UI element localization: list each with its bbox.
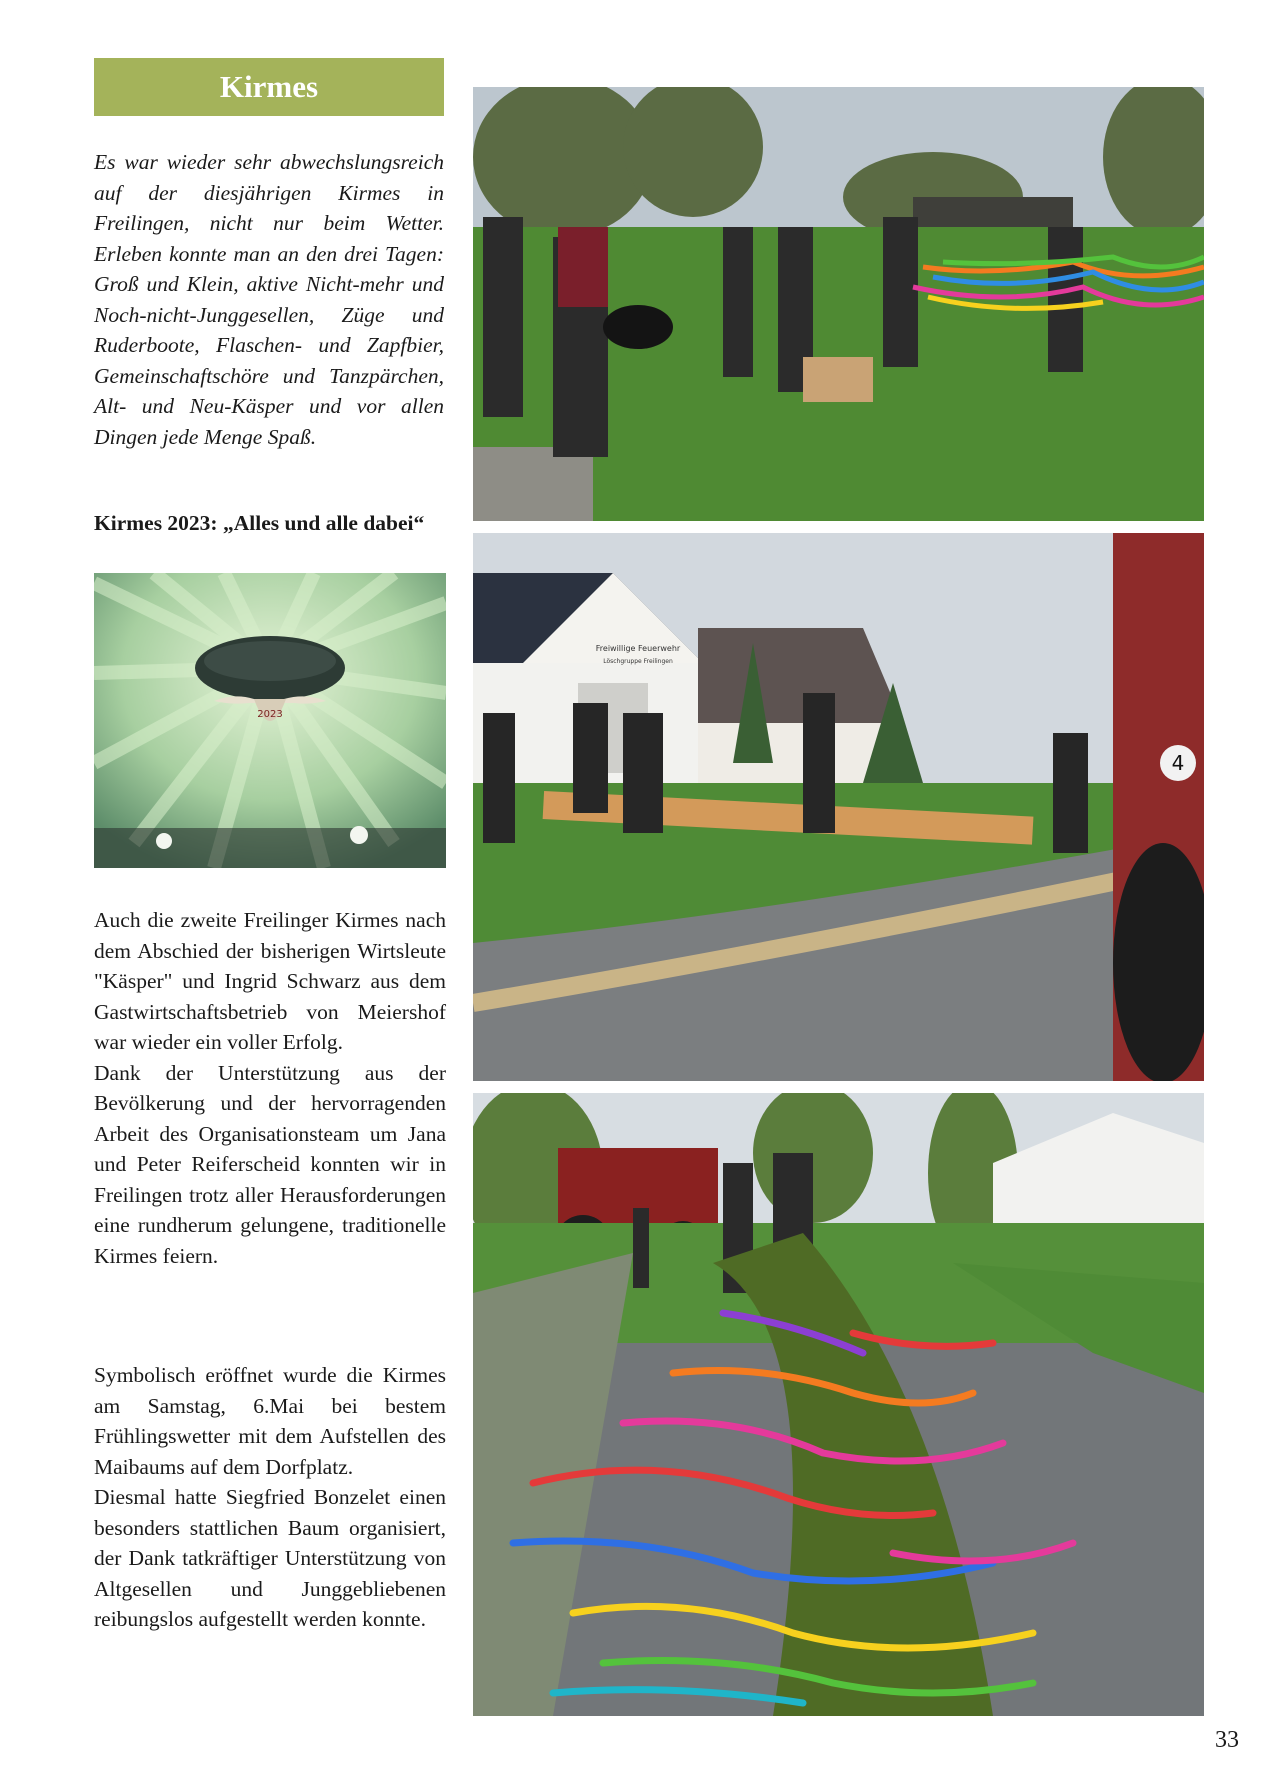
- tractor-number: 4: [1171, 751, 1185, 775]
- lawn-preparation-photo: [473, 87, 1204, 521]
- section-title: Kirmes: [219, 69, 319, 104]
- section-header: [94, 58, 444, 116]
- fire-station-sign: Freiwillige Feuerwehr: [595, 644, 681, 653]
- subheading: Kirmes 2023: „Alles und alle dabei“: [94, 511, 425, 535]
- fire-station-photo: [473, 533, 1204, 1081]
- ceiling-sign-text: 2023: [257, 709, 283, 720]
- maypole-ribbons-photo: [473, 1093, 1204, 1716]
- body-text-top: [94, 905, 446, 1271]
- intro-paragraph: Es war wieder sehr abwechslungsreich auf der diesjährigen Kirmes in Freilingen, nicht nur beim Wetter. Erleben konnte man an den drei Tagen: Groß und Klein, aktive Nicht-mehr und Noch-nicht-Junggesellen, Züge und Ruderboote, Flaschen- und Zapfbier, Gemeinschaftschöre und Tanzpärchen, Alt- und Neu-Käsper und vor allen Dingen jede Menge Spaß.: [94, 150, 444, 449]
- paragraph: Auch die zweite Freilinger Kirmes nach dem Abschied der bisherigen Wirtsleute "Käsper" und Ingrid Schwarz aus dem Gastwirtschaftsbetrieb von Meiershof war wieder ein voller Erfolg.: [94, 908, 446, 1054]
- paragraph: Dank der Unterstützung aus der Bevölkerung und der hervorragenden Arbeit des Organisationsteam um Jana und Peter Reiferscheid konnten wir in Freilingen trotz aller Herausforderungen eine rundherum gelungene, traditionelle Kirmes feiern.: [94, 1060, 446, 1268]
- ceiling-decoration-photo: [94, 573, 446, 868]
- page-number: 33: [1215, 1727, 1239, 1753]
- paragraph: Diesmal hatte Siegfried Bonzelet einen besonders stattlichen Baum organisiert, der Dank tatkräftiger Unterstützung von Altgesellen und Junggebliebenen reibungslos aufgestellt werden konnte.: [94, 1485, 446, 1631]
- body-text-bottom: [94, 1360, 446, 1635]
- paragraph: Symbolisch eröffnet wurde die Kirmes am Samstag, 6.Mai bei bestem Frühlingswetter mit dem Aufstellen des Maibaums auf dem Dorfplatz.: [94, 1363, 446, 1479]
- fire-station-subsign: Löschgruppe Freilingen: [603, 658, 673, 665]
